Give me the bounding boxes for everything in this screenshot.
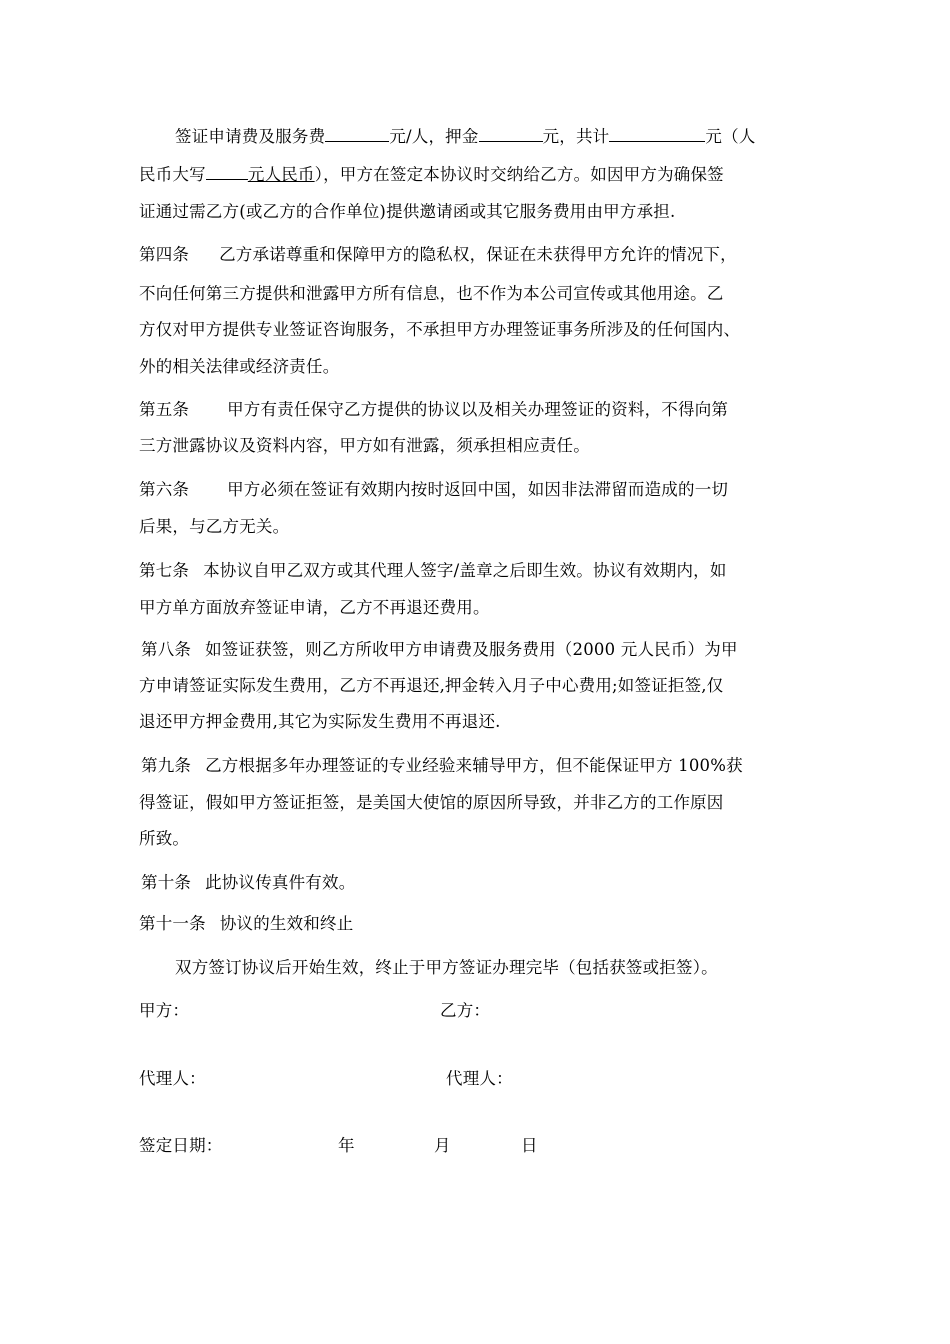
article-text: 方申请签证实际发生费用，乙方不再退还,押金转入月子中心费用;如签证拒签,仅 <box>139 676 724 695</box>
date-year <box>338 1135 355 1157</box>
article-label: 第十一条 <box>139 914 206 933</box>
article-text: 协议的生效和终止 <box>219 914 354 933</box>
article-text: 得签证，假如甲方签证拒签，是美国大使馆的原因所导致，并非乙方的工作原因 <box>139 793 724 812</box>
article-label: 第六条 <box>139 480 190 499</box>
article-5-line-1 <box>139 399 728 421</box>
article-8-line-1 <box>141 639 738 661</box>
article-11-line-1 <box>139 913 353 935</box>
article-10-line-1 <box>141 872 355 894</box>
article-4-line-4 <box>139 356 339 378</box>
sign-date-label <box>139 1135 223 1157</box>
article-text: 不向任何第三方提供和泄露甲方所有信息，也不作为本公司宣传或其他用途。乙 <box>139 284 724 303</box>
fee-blank <box>325 125 389 142</box>
article-text: 退还甲方押金费用,其它为实际发生费用不再退还. <box>139 712 501 731</box>
party-b-label <box>440 1000 490 1022</box>
article-5-line-2 <box>139 435 590 457</box>
article-label: 第九条 <box>141 756 192 775</box>
article-9-line-3 <box>139 828 189 850</box>
party-a-label <box>139 1000 189 1022</box>
year-text: 年 <box>338 1136 355 1155</box>
article-label: 第八条 <box>141 640 192 659</box>
fee-line-2 <box>139 163 724 186</box>
fee-text: 元（人 <box>705 127 756 146</box>
date-day <box>521 1135 538 1157</box>
amount-words-blank <box>206 163 248 180</box>
fee-text: 签证申请费及服务费 <box>175 127 326 146</box>
article-4-line-3 <box>139 319 740 341</box>
agent-b-text: 代理人： <box>446 1069 513 1088</box>
article-text: 后果，与乙方无关。 <box>139 517 290 536</box>
article-8-line-3 <box>139 711 501 733</box>
article-6-line-1 <box>139 479 728 501</box>
party-a-text: 甲方： <box>139 1001 190 1020</box>
fee-text: 元，共计 <box>542 127 610 146</box>
article-7-line-1 <box>139 560 727 582</box>
article-text: 外的相关法律或经济责任。 <box>139 357 340 376</box>
article-text: 甲方有责任保守乙方提供的协议以及相关办理签证的资料，不得向第 <box>227 400 729 419</box>
article-text: 此协议传真件有效。 <box>205 873 356 892</box>
article-label: 第四条 <box>139 245 190 264</box>
article-text: 方仅对甲方提供专业签证咨询服务，不承担甲方办理签证事务所涉及的任何国内、 <box>139 320 741 339</box>
month-text: 月 <box>434 1136 451 1155</box>
article-8-line-2 <box>139 675 723 697</box>
article-9-line-1 <box>141 755 743 777</box>
article-text: 甲方必须在签证有效期内按时返回中国，如因非法滞留而造成的一切 <box>227 480 729 499</box>
sign-date-text: 签定日期： <box>139 1136 223 1155</box>
article-text: 所致。 <box>139 829 190 848</box>
article-text: 双方签订协议后开始生效，终止于甲方签证办理完毕（包括获签或拒签）。 <box>175 958 718 977</box>
article-label: 第七条 <box>139 561 190 580</box>
article-9-line-2 <box>139 792 724 814</box>
article-text: 乙方根据多年办理签证的专业经验来辅导甲方，但不能保证甲方 100%获 <box>205 756 743 775</box>
article-4-line-2 <box>139 283 724 305</box>
agent-a-label <box>139 1068 206 1090</box>
fee-text: 证通过需乙方(或乙方的合作单位)提供邀请函或其它服务费用由甲方承担. <box>139 202 676 221</box>
agent-a-text: 代理人： <box>139 1069 206 1088</box>
date-month <box>434 1135 451 1157</box>
day-text: 日 <box>521 1136 538 1155</box>
article-text: 如签证获签，则乙方所收甲方申请费及服务费用（2000 元人民币）为甲 <box>205 640 738 659</box>
article-text: 甲方单方面放弃签证申请，乙方不再退还费用。 <box>139 598 490 617</box>
article-text: 三方泄露协议及资料内容，甲方如有泄露，须承担相应责任。 <box>139 436 590 455</box>
article-text: 本协议自甲乙双方或其代理人签字/盖章之后即生效。协议有效期内，如 <box>203 561 727 580</box>
fee-text: 元人民币 <box>247 165 315 184</box>
article-label: 第五条 <box>139 400 190 419</box>
total-blank <box>609 125 705 142</box>
article-11-line-2 <box>175 957 718 979</box>
article-4-line-1 <box>139 244 737 266</box>
party-b-text: 乙方： <box>440 1001 491 1020</box>
article-text: 乙方承诺尊重和保障甲方的隐私权，保证在未获得甲方允许的情况下， <box>219 245 737 264</box>
article-label: 第十条 <box>141 873 192 892</box>
deposit-blank <box>479 125 543 142</box>
fee-text: 元/人，押金 <box>389 127 479 146</box>
article-7-line-2 <box>139 597 490 619</box>
fee-text: 民币大写 <box>139 165 206 184</box>
article-6-line-2 <box>139 516 289 538</box>
agent-b-label <box>446 1068 513 1090</box>
fee-line-1 <box>175 125 756 148</box>
fee-text: ），甲方在签定本协议时交纳给乙方。如因甲方为确保签 <box>314 165 724 184</box>
fee-line-3 <box>139 201 675 223</box>
